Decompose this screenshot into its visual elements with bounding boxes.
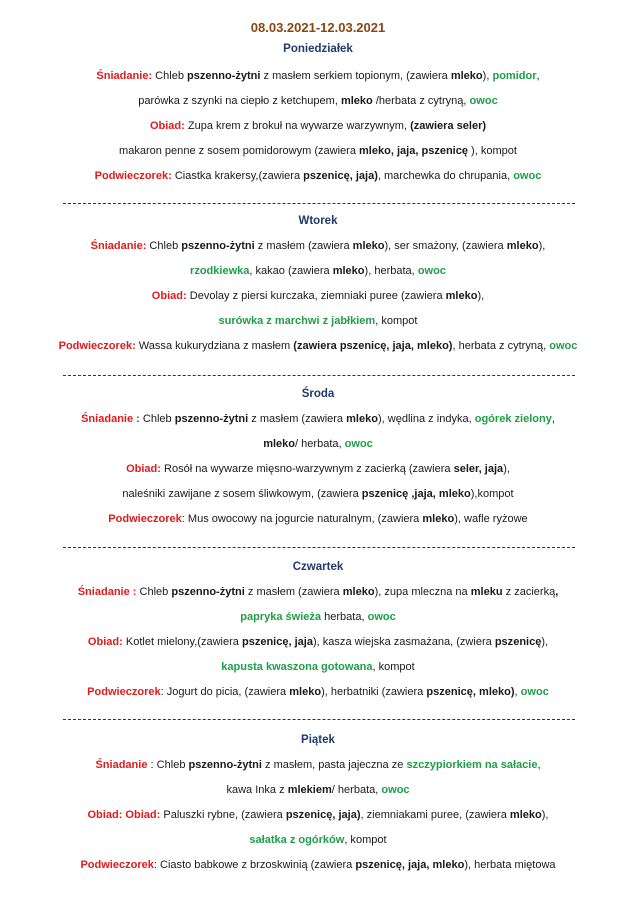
allergen-text: mleko xyxy=(445,290,478,302)
meal-label: Obiad: xyxy=(149,120,185,132)
menu-line xyxy=(0,411,636,427)
menu-text: Chleb xyxy=(146,240,182,252)
menu-text: Wassa kukurydziana z masłem xyxy=(135,340,294,352)
menu-line xyxy=(0,168,636,184)
menu-text: Paluszki rybne, (zawiera xyxy=(160,809,286,821)
menu-text: / herbata, xyxy=(295,438,345,450)
menu-text: Chleb xyxy=(139,413,175,425)
day-heading: Poniedziałek xyxy=(283,43,353,55)
highlight-item: owoc xyxy=(469,95,498,107)
highlight-item: pomidor xyxy=(492,70,537,82)
menu-text: Ciastka krakersy,(zawiera xyxy=(171,170,304,182)
menu-text: ), wędlina z indyka, xyxy=(377,413,475,425)
day-heading: Wtorek xyxy=(298,215,338,227)
allergen-text: mleko xyxy=(342,586,375,598)
highlight-item: sałatka z ogórków xyxy=(249,834,345,846)
highlight-item: kapusta kwaszona gotowana xyxy=(221,661,373,673)
meal-label: Śniadanie: xyxy=(96,70,153,82)
menu-text: / herbata, xyxy=(331,784,382,796)
menu-text: z masłem serkiem topionym, (zawiera xyxy=(260,70,451,82)
menu-text: z masłem (zawiera xyxy=(254,240,353,252)
menu-line xyxy=(0,511,636,527)
menu-text: : Mus owocowy na jogurcie naturalnym, (zawiera xyxy=(181,513,423,525)
menu-text: , ziemniakami puree, (zawiera xyxy=(360,809,510,821)
allergen-text: mlekiem xyxy=(287,784,332,796)
menu-text: , herbata z cytryną, xyxy=(452,340,550,352)
menu-text: Rosół na wywarze mięsno-warzywnym z zacierką (zawiera xyxy=(160,463,454,475)
menu-line xyxy=(0,659,636,675)
menu-text: ), herbata miętowa xyxy=(464,859,556,871)
highlight-item: szczypiorkiem na sałacie xyxy=(406,759,538,771)
menu-line xyxy=(0,584,636,600)
day-separator xyxy=(63,547,575,548)
menu-text: : Jogurt do picia, (zawiera xyxy=(160,686,290,698)
highlight-item: ogórek zielony xyxy=(474,413,552,425)
menu-text: ), xyxy=(477,290,485,302)
menu-text: ), wafle ryżowe xyxy=(454,513,528,525)
meal-label: Obiad: xyxy=(87,636,123,648)
menu-text: ), xyxy=(541,636,549,648)
highlight-item: owoc xyxy=(367,611,396,623)
allergen-text: pszenno-żytni xyxy=(181,240,255,252)
menu-text: , marchewka do chrupania, xyxy=(377,170,514,182)
meal-label: Obiad: Obiad: xyxy=(87,809,161,821)
menu-line xyxy=(0,486,636,502)
allergen-text: pszenicę, mleko) xyxy=(426,686,515,698)
allergen-text: pszenicę, jaja) xyxy=(285,809,361,821)
allergen-text: pszenno-żytni xyxy=(188,759,262,771)
menu-line xyxy=(0,807,636,823)
menu-line xyxy=(0,609,636,625)
allergen-text: mleko xyxy=(352,240,385,252)
day-heading: Czwartek xyxy=(292,561,344,573)
menu-line xyxy=(0,143,636,159)
menu-line xyxy=(0,857,636,873)
menu-text: : Chleb xyxy=(147,759,189,771)
meal-label: Podwieczorek: xyxy=(58,340,136,352)
menu-text: z masłem (zawiera xyxy=(244,586,343,598)
allergen-text: , xyxy=(555,586,559,598)
meal-label: Śniadanie : xyxy=(77,586,137,598)
menu-line xyxy=(0,68,636,84)
allergen-text: pszenno-żytni xyxy=(187,70,261,82)
menu-text: makaron penne z sosem pomidorowym (zawiera xyxy=(119,145,360,157)
allergen-text: mleko xyxy=(506,240,539,252)
menu-line xyxy=(0,832,636,848)
allergen-text: mleku xyxy=(470,586,503,598)
meal-label: Podwieczorek: xyxy=(94,170,172,182)
allergen-text: seler, jaja xyxy=(453,463,504,475)
allergen-text: mleko xyxy=(422,513,455,525)
menu-text: ), xyxy=(538,240,546,252)
allergen-text: (zawiera seler) xyxy=(410,120,487,132)
menu-text: parówka z szynki na ciepło z ketchupem, xyxy=(138,95,341,107)
menu-line xyxy=(0,684,636,700)
menu-line xyxy=(0,118,636,134)
menu-text: , xyxy=(536,70,540,82)
meal-label: Śniadanie xyxy=(95,759,148,771)
meal-label: Obiad: xyxy=(151,290,187,302)
highlight-item: papryka świeża xyxy=(240,611,322,623)
highlight-item: owoc xyxy=(417,265,446,277)
menu-text: ),kompot xyxy=(470,488,514,500)
day-separator xyxy=(63,203,575,204)
highlight-item: owoc xyxy=(344,438,373,450)
date-range-title: 08.03.2021-12.03.2021 xyxy=(250,20,386,35)
menu-text: z masłem (zawiera xyxy=(248,413,347,425)
menu-text: ), xyxy=(503,463,510,475)
menu-line xyxy=(0,338,636,354)
menu-text: : Ciasto babkowe z brzoskwinią (zawiera xyxy=(153,859,356,871)
meal-label: Śniadanie : xyxy=(81,413,140,425)
day-separator xyxy=(63,375,575,376)
allergen-text: pszenicę, jaja) xyxy=(303,170,378,182)
menu-text: kawa Inka z xyxy=(226,784,288,796)
day-heading: Piątek xyxy=(301,734,335,746)
allergen-text: pszenicę, jaja, mleko xyxy=(355,859,465,871)
allergen-text: pszenicę, jaja xyxy=(241,636,313,648)
day-heading: Środa xyxy=(301,388,335,400)
menu-line xyxy=(0,634,636,650)
allergen-text: pszenno-żytni xyxy=(174,413,249,425)
menu-text: ), ser smażony, (zawiera xyxy=(384,240,507,252)
menu-line xyxy=(0,313,636,329)
menu-text: ), herbatniki (zawiera xyxy=(321,686,427,698)
allergen-text: mleko xyxy=(289,686,322,698)
allergen-text: pszenno-żytni xyxy=(171,586,245,598)
menu-text: , kakao (zawiera xyxy=(249,265,333,277)
menu-text: Devolay z piersi kurczaka, ziemniaki puree (zawiera xyxy=(186,290,446,302)
meal-label: Śniadanie: xyxy=(90,240,147,252)
menu-text: , xyxy=(551,413,555,425)
menu-line xyxy=(0,288,636,304)
menu-text: ), herbata, xyxy=(364,265,418,277)
menu-text: , xyxy=(514,686,521,698)
menu-text: , kompot xyxy=(372,661,415,673)
menu-line xyxy=(0,461,636,477)
allergen-text: (zawiera pszenicę, jaja, mleko) xyxy=(293,340,453,352)
allergen-text: pszenicę xyxy=(494,636,542,648)
menu-text: ), xyxy=(482,70,493,82)
menu-text: ), kasza wiejska zasmażana, (zwiera xyxy=(313,636,495,648)
menu-line xyxy=(0,93,636,109)
allergen-text: pszenicę ,jaja, mleko xyxy=(361,488,471,500)
allergen-text: mleko, jaja, pszenicę xyxy=(359,145,468,157)
meal-label: Podwieczorek xyxy=(80,859,154,871)
menu-line xyxy=(0,782,636,798)
menu-text: Zupa krem z brokuł na wywarze warzywnym, xyxy=(184,120,411,132)
allergen-text: mleko xyxy=(332,265,365,277)
highlight-item: surówka z marchwi z jabłkiem xyxy=(218,315,376,327)
menu-line xyxy=(0,436,636,452)
menu-text: , xyxy=(537,759,541,771)
menu-text: ), kompot xyxy=(468,145,517,157)
menu-text: Chleb xyxy=(152,70,188,82)
menu-text: herbata, xyxy=(321,611,368,623)
menu-line xyxy=(0,757,636,773)
menu-text: ), xyxy=(541,809,549,821)
menu-text: naleśniki zawijane z sosem śliwkowym, (zawiera xyxy=(122,488,362,500)
allergen-text: mleko xyxy=(263,438,296,450)
menu-text: Chleb xyxy=(136,586,172,598)
highlight-item: owoc xyxy=(549,340,578,352)
highlight-item: rzodkiewka xyxy=(190,265,250,277)
highlight-item: owoc xyxy=(513,170,542,182)
menu-text: , kompot xyxy=(344,834,387,846)
menu-text: z zacierką xyxy=(502,586,556,598)
menu-text: , kompot xyxy=(375,315,418,327)
allergen-text: mleko xyxy=(509,809,542,821)
allergen-text: mleko xyxy=(340,95,373,107)
menu-line xyxy=(0,263,636,279)
menu-text: /herbata z cytryną, xyxy=(372,95,470,107)
meal-label: Podwieczorek xyxy=(108,513,182,525)
menu-text: z masłem, pasta jajeczna ze xyxy=(261,759,407,771)
allergen-text: mleko xyxy=(450,70,483,82)
day-separator xyxy=(63,719,575,720)
highlight-item: owoc xyxy=(520,686,549,698)
menu-text: Kotlet mielony,(zawiera xyxy=(122,636,242,648)
menu-line xyxy=(0,238,636,254)
meal-label: Podwieczorek xyxy=(87,686,161,698)
meal-label: Obiad: xyxy=(126,463,161,475)
highlight-item: owoc xyxy=(381,784,410,796)
allergen-text: mleko xyxy=(346,413,378,425)
menu-text: ), zupa mleczna na xyxy=(374,586,471,598)
